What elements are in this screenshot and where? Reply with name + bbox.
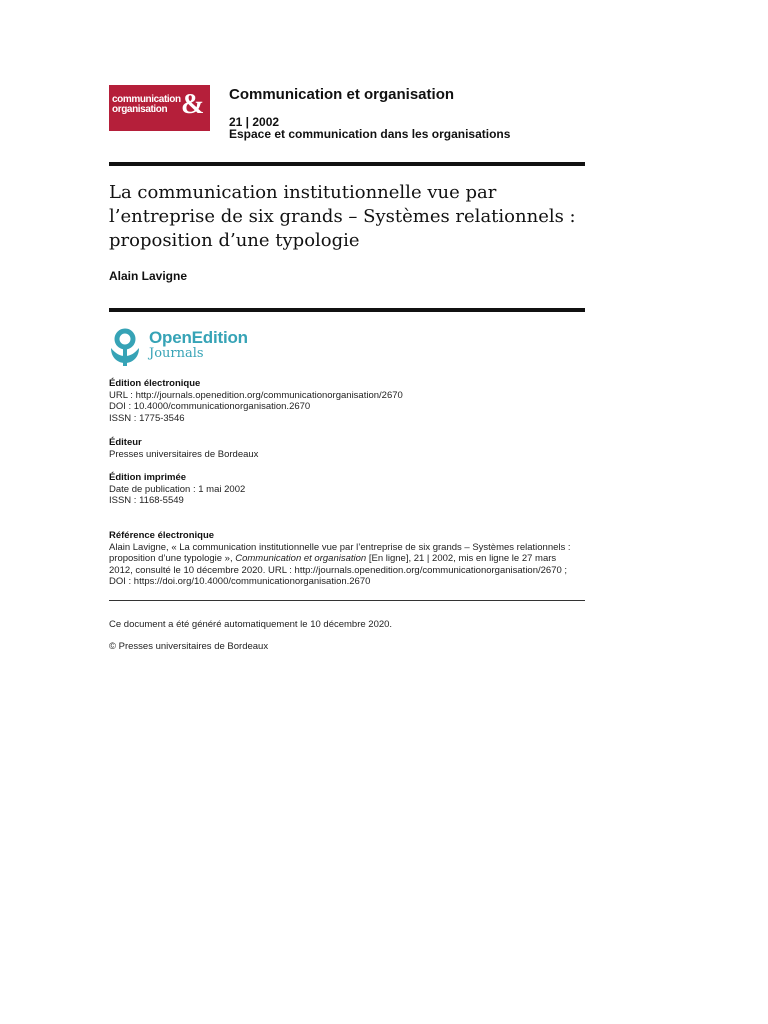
electronic-edition-url[interactable]: URL : http://journals.openedition.org/communicationorganisation/2670 (109, 389, 403, 401)
editor-section (109, 437, 589, 460)
electronic-edition-heading: Édition électronique (109, 378, 201, 389)
issue-title: Espace et communication dans les organisations (229, 127, 511, 141)
journal-logo-line2: organisation (112, 104, 168, 115)
electronic-edition-doi[interactable]: DOI : 10.4000/communicationorganisation.2670 (109, 401, 311, 412)
openedition-flower-icon (108, 326, 144, 368)
journal-logo (109, 85, 210, 131)
copyright-notice: © Presses universitaires de Bordeaux (109, 641, 269, 652)
journal-logo-line1: communication (112, 94, 181, 105)
openedition-journals: Journals (149, 346, 204, 361)
editor-name: Presses universitaires de Bordeaux (109, 448, 259, 460)
electronic-edition-section (109, 378, 589, 424)
print-edition-heading: Édition imprimée (109, 472, 187, 483)
journal-title: Communication et organisation (229, 86, 455, 103)
journal-logo-ampersand: & (181, 89, 205, 120)
electronic-reference-heading: Référence électronique (109, 530, 215, 541)
reference-journal-name: Communication et organisation (235, 553, 367, 564)
article-author: Alain Lavigne (109, 269, 188, 283)
print-edition-date: Date de publication : 1 mai 2002 (109, 483, 246, 495)
top-divider (109, 162, 585, 166)
reference-part2: [En ligne], 21 | 2002, mis en ligne le 27 mars 2012, consulté le 10 décembre 2020. URL : http://journals.openedition.org/communicationorganisation/2670 ; DOI : https://doi.org/10.4000/communicationorganisation.2670 (109, 553, 568, 587)
openedition-name: OpenEdition (149, 328, 248, 347)
generated-notice: Ce document a été généré automatiquement le 10 décembre 2020. (109, 619, 393, 630)
bottom-divider (109, 600, 585, 601)
reference-part1: Alain Lavigne, « La communication institutionnelle vue par l’entreprise de six grands – Systèmes relationnels : proposition d’une typologie », (109, 541, 571, 564)
editor-heading: Éditeur (109, 437, 142, 448)
print-edition-section (109, 472, 589, 507)
article-title: La communication institutionnelle vue par l’entreprise de six grands – Systèmes relationnels : proposition d’une typologie (109, 182, 576, 251)
electronic-reference-section (109, 530, 589, 588)
middle-divider (109, 308, 585, 312)
electronic-edition-issn: ISSN : 1775-3546 (109, 412, 185, 424)
print-edition-issn: ISSN : 1168-5549 (109, 495, 184, 506)
issue-number: 21 | 2002 (229, 115, 280, 129)
electronic-reference-text (109, 542, 579, 588)
